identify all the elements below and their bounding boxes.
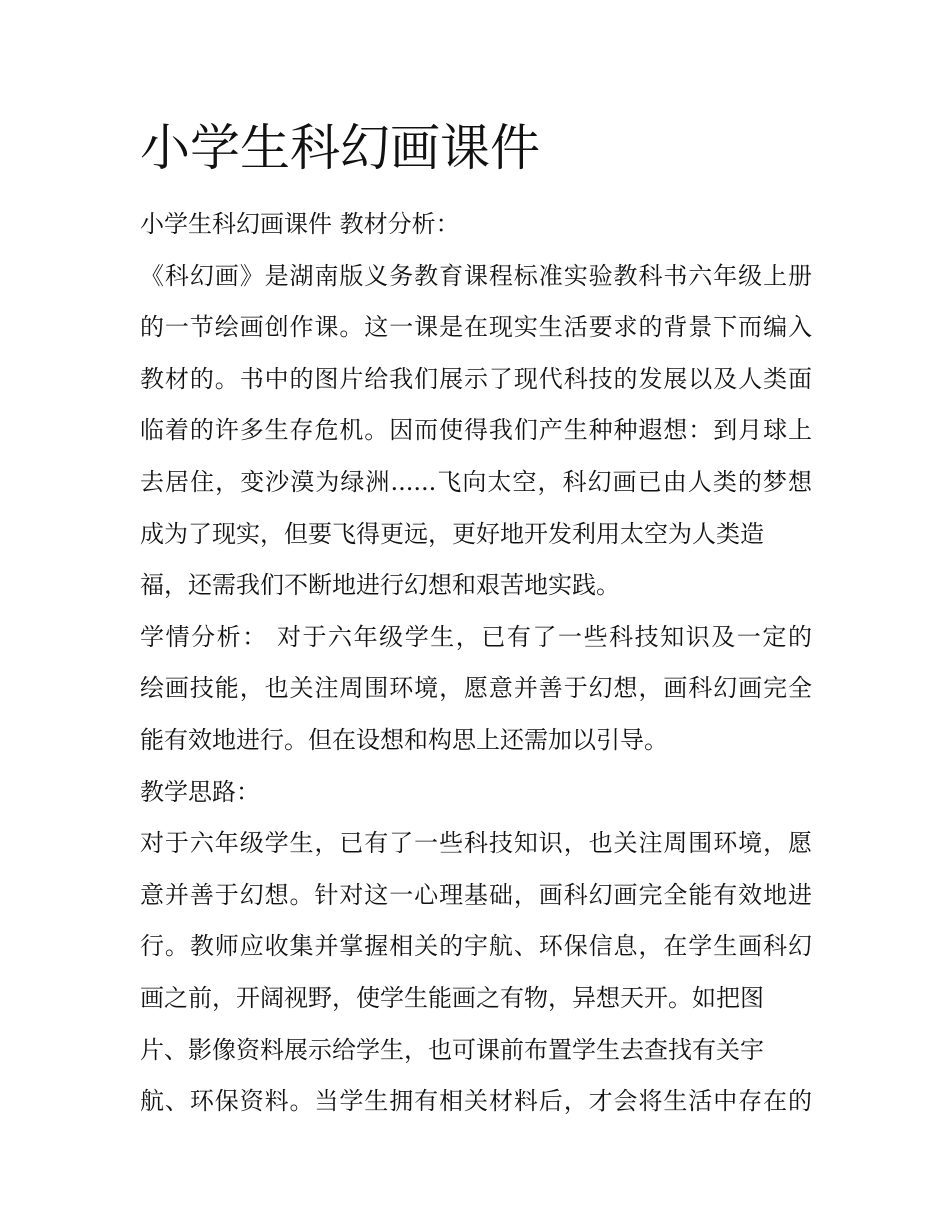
document-body [140,199,812,1128]
paragraph-line: 绘画技能，也关注周围环境，愿意并善于幻想，画科幻画完全 [140,674,812,703]
document-page [140,0,812,1229]
document-title: 小学生科幻画课件 [140,119,540,177]
paragraph-line: 对于六年级学生，已有了一些科技知识，也关注周围环境，愿 [140,829,812,858]
paragraph-line-heading: 小学生科幻画课件 教材分析： [140,210,460,238]
paragraph-line-end: 能有效地进行。但在设想和构思上还需加以引导。 [140,725,668,754]
section-heading-line: 学情分析： 对于六年级学生，已有了一些科技知识及一定的 [140,622,812,651]
paragraph-line-end: 福，还需我们不断地进行幻想和艰苦地实践。 [140,571,620,600]
paragraph-line: 航、环保资料。当学生拥有相关材料后，才会将生活中存在的 [140,1087,812,1116]
paragraph-line: 教材的。书中的图片给我们展示了现代科技的发展以及人类面 [140,364,812,393]
paragraph-line: 意并善于幻想。针对这一心理基础，画科幻画完全能有效地进 [140,880,812,909]
paragraph-line: 临着的许多生存危机。因而使得我们产生种种遐想：到月球上 [140,416,812,445]
paragraph-line: 成为了现实，但要飞得更远，更好地开发利用太空为人类造 [140,519,764,548]
paragraph-line: 去居住，变沙漠为绿洲......飞向太空，科幻画已由人类的梦想 [140,467,812,496]
paragraph-line: 的一节绘画创作课。这一课是在现实生活要求的背景下而编入 [140,313,812,342]
paragraph-line: 行。教师应收集并掌握相关的宇航、环保信息，在学生画科幻 [140,932,812,961]
paragraph-line: 片、影像资料展示给学生，也可课前布置学生去查找有关宇 [140,1035,764,1064]
paragraph-line: 《科幻画》是湖南版义务教育课程标准实验教科书六年级上册 [140,261,812,290]
paragraph-line: 画之前，开阔视野，使学生能画之有物，异想天开。如把图 [140,983,764,1012]
section-heading: 教学思路： [140,777,260,806]
